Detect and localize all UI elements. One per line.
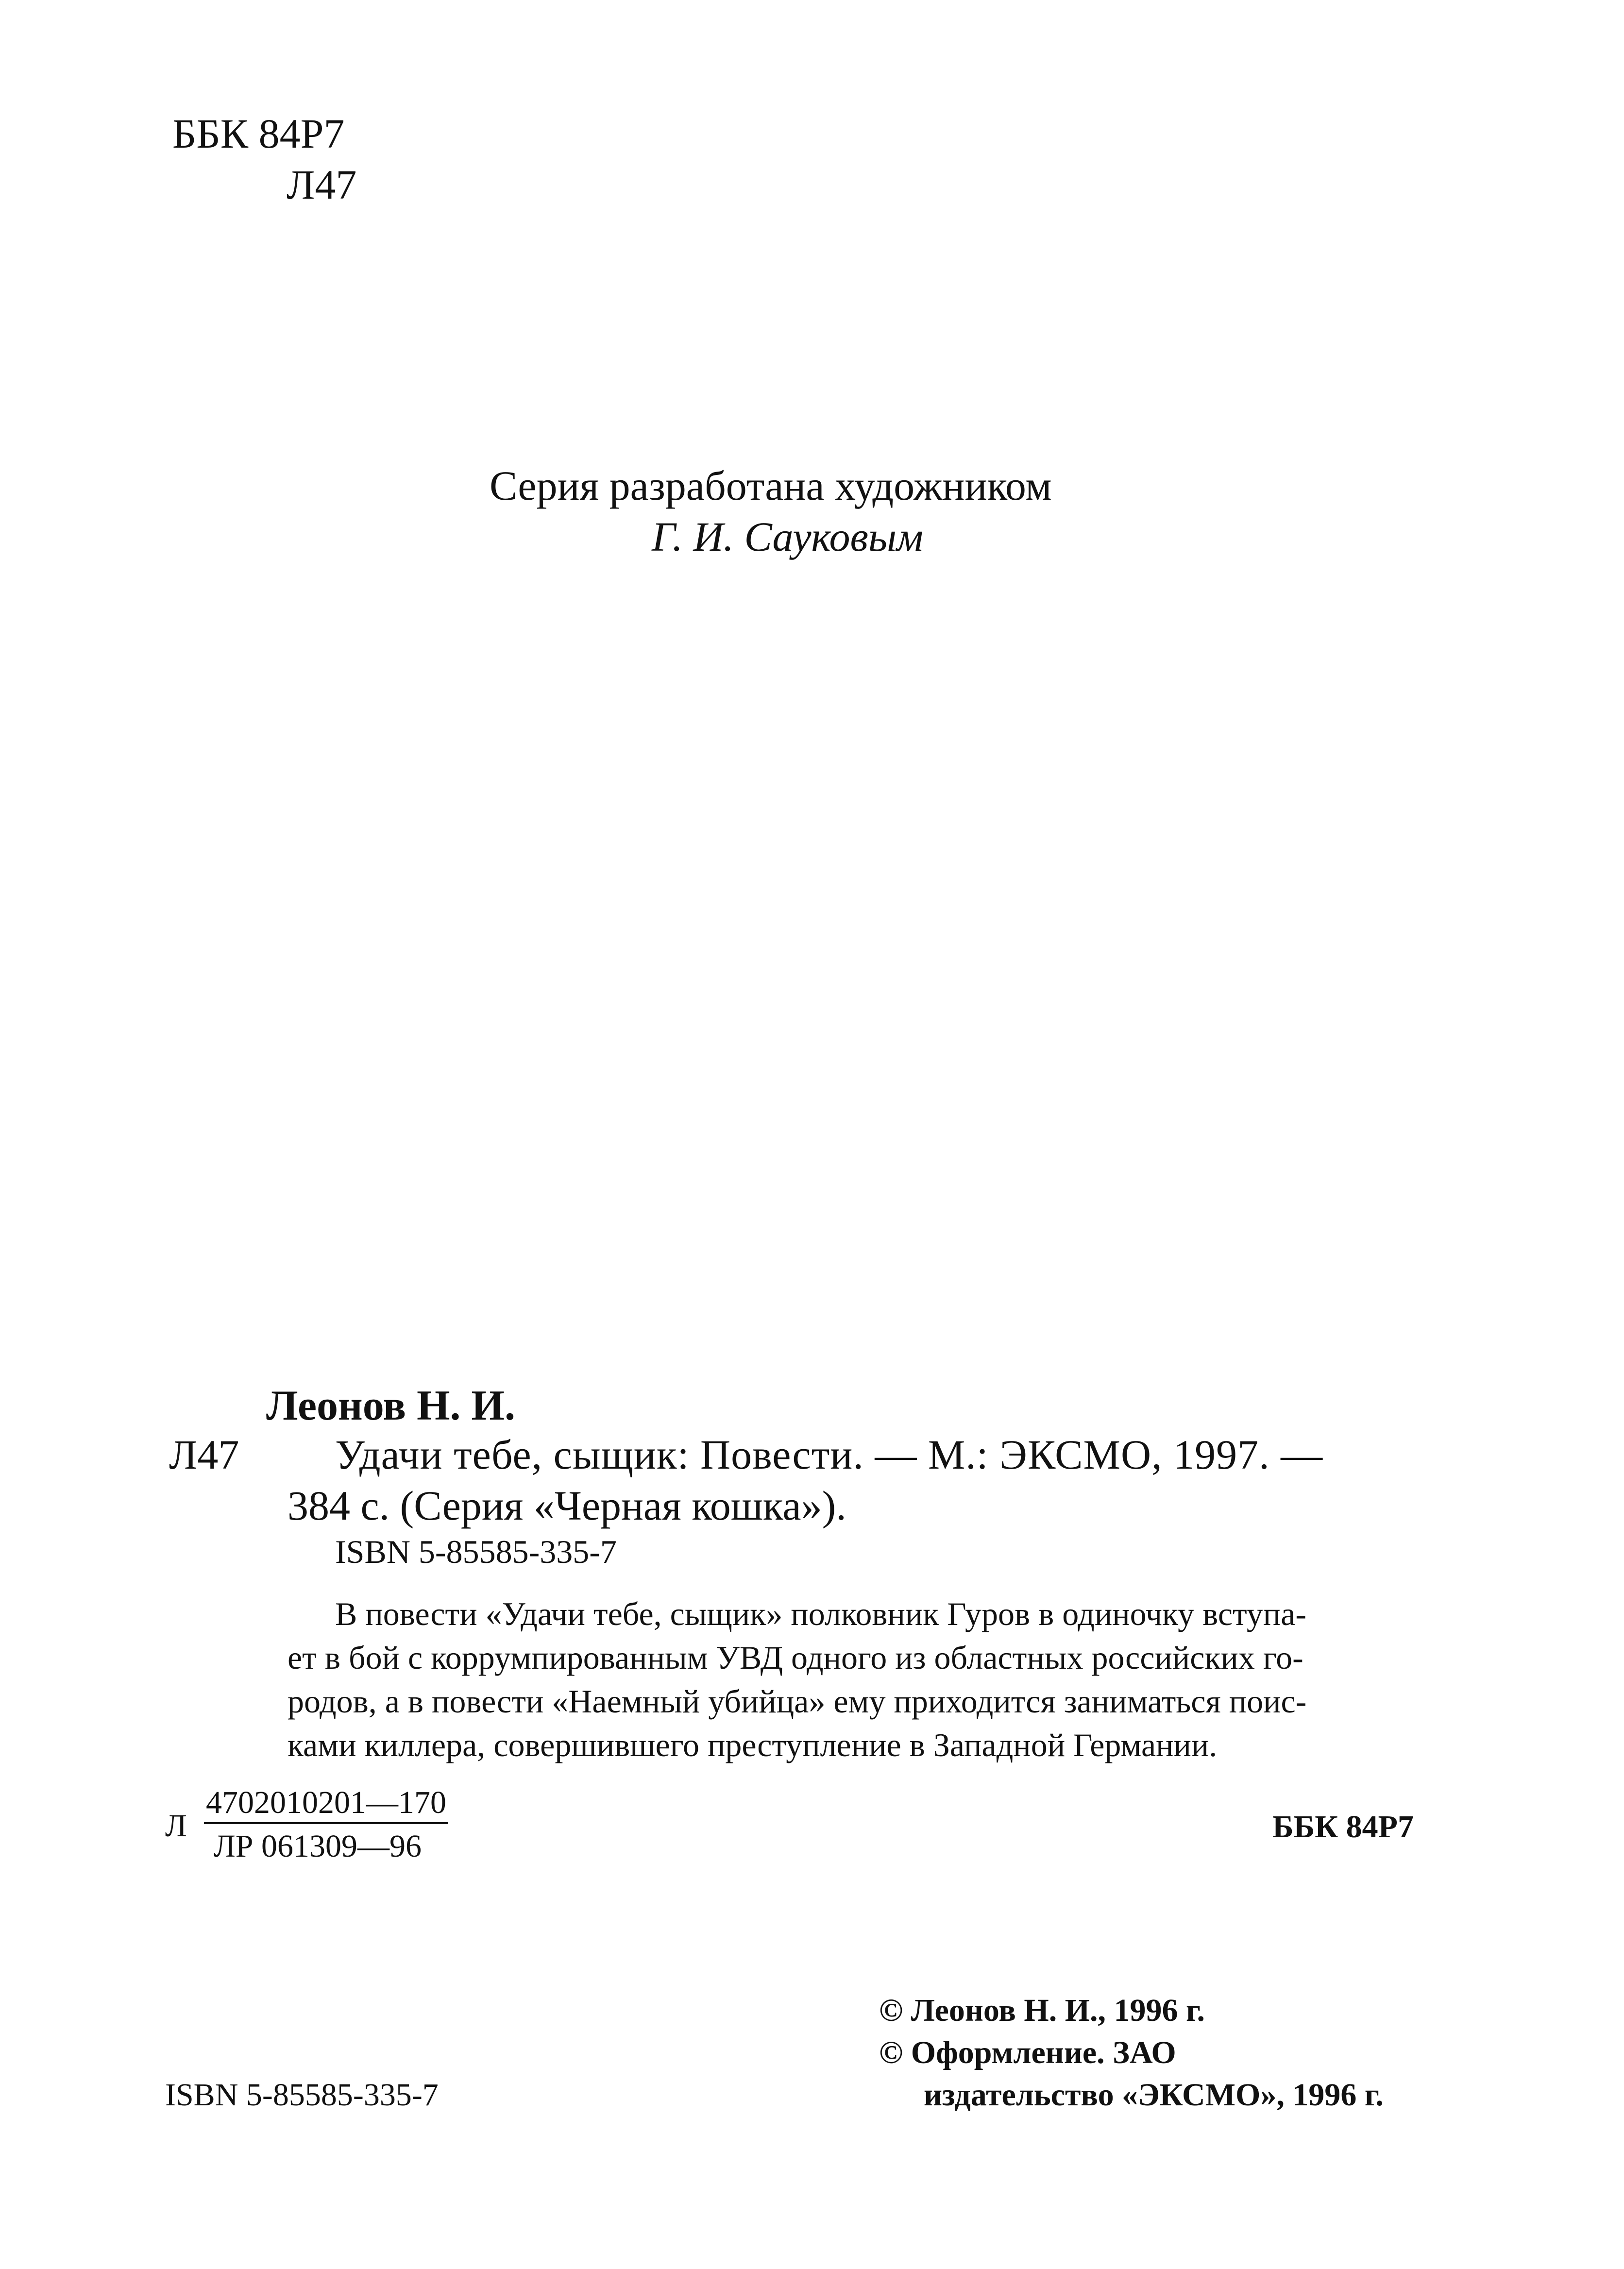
book-title-line-2: 384 с. (Серия «Черная кошка»). (288, 1482, 846, 1529)
author-code-side: Л47 (169, 1431, 239, 1478)
book-title-line-1: Удачи тебе, сыщик: Повести. — М.: ЭКСМО, 1997. — (335, 1431, 1323, 1478)
copyright-design-line-2: издательство «ЭКСМО», 1996 г. (924, 2077, 1384, 2113)
index-numerator: 4702010201—170 (204, 1783, 448, 1824)
author-code: Л47 (287, 161, 357, 208)
series-artist-name: Г. И. Сауковым (652, 513, 923, 560)
book-author: Леонов Н. И. (266, 1382, 515, 1429)
bbk-classification-right: ББК 84Р7 (1272, 1809, 1414, 1845)
isbn-number: ISBN 5-85585-335-7 (335, 1533, 617, 1570)
index-letter: Л (165, 1808, 187, 1844)
copyright-design-line-1: © Оформление. ЗАО (879, 2035, 1176, 2070)
isbn-footer: ISBN 5-85585-335-7 (165, 2077, 439, 2113)
annotation-line: В повести «Удачи тебе, сыщик» полковник Гуров в одиночку вступа- (335, 1595, 1307, 1632)
book-annotation (288, 1592, 1429, 1767)
copyright-author: © Леонов Н. И., 1996 г. (879, 1993, 1205, 2028)
annotation-line: ками киллера, совершившего преступление в Западной Германии. (288, 1727, 1218, 1763)
bbk-classification: ББК 84Р7 (172, 110, 345, 157)
series-credit-text: Серия разработана художником (490, 462, 1052, 509)
index-denominator: ЛР 061309—96 (214, 1829, 422, 1864)
annotation-line: ет в бой с коррумпированным УВД одного из областных российских го- (288, 1639, 1303, 1676)
annotation-line: родов, а в повести «Наемный убийца» ему приходится заниматься поис- (288, 1683, 1307, 1720)
